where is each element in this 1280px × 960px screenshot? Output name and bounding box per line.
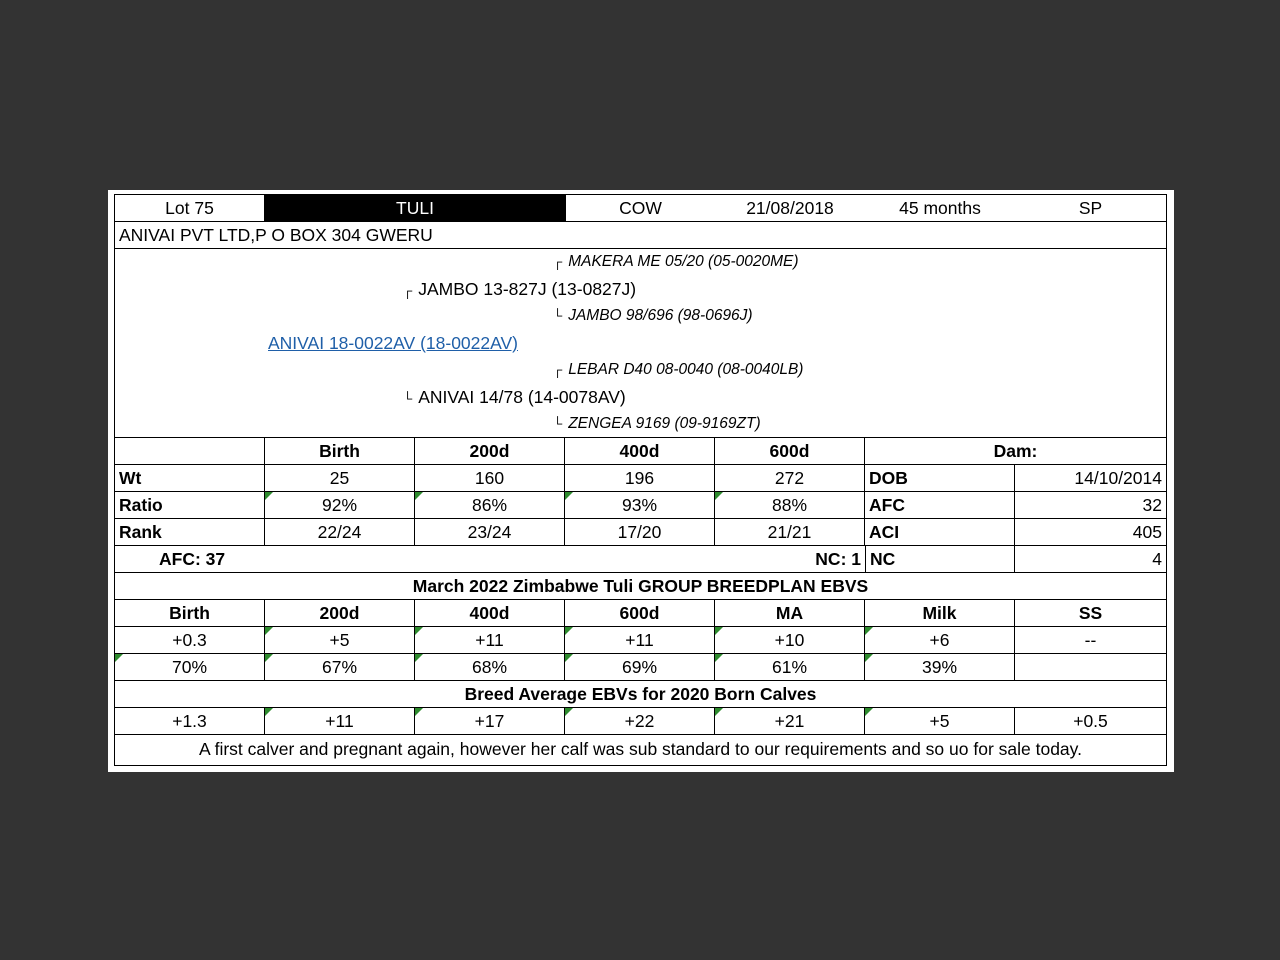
breed-label: TULI bbox=[265, 195, 565, 221]
comment-flag-icon bbox=[265, 627, 273, 635]
comment-flag-icon bbox=[565, 654, 573, 662]
breed-avg-value: +17 bbox=[415, 708, 565, 734]
rank-400d: 17/20 bbox=[565, 519, 715, 545]
ebv-value: +11 bbox=[565, 627, 715, 653]
dam-value: 4 bbox=[1152, 549, 1162, 569]
comment-flag-icon bbox=[865, 627, 873, 635]
breed-avg-value: +22 bbox=[565, 708, 715, 734]
bracket-bottom-icon: └ bbox=[553, 416, 563, 431]
row-label: Wt bbox=[115, 465, 265, 491]
weight-200d: 160 bbox=[415, 465, 565, 491]
comment-flag-icon bbox=[415, 708, 423, 716]
lot-card bbox=[108, 190, 1174, 772]
sex-label: COW bbox=[565, 195, 715, 221]
ebv-title-row bbox=[115, 573, 1166, 600]
ebv-value: +0.3 bbox=[115, 627, 265, 653]
weights-header-400d: 400d bbox=[565, 438, 715, 464]
comment-flag-icon bbox=[715, 654, 723, 662]
bracket-bottom-icon: └ bbox=[403, 391, 413, 406]
comment-flag-icon bbox=[565, 627, 573, 635]
breed-avg-value: +11 bbox=[265, 708, 415, 734]
ebv-title: March 2022 Zimbabwe Tuli GROUP BREEDPLAN EBVS bbox=[412, 576, 869, 596]
comment-flag-icon bbox=[115, 654, 123, 662]
dam-header: Dam: bbox=[993, 441, 1038, 461]
pedigree-dam-sire: ┌ LEBAR D40 08-0040 (08-0040LB) bbox=[553, 361, 804, 378]
comment-flag-icon bbox=[415, 654, 423, 662]
comment-row bbox=[115, 735, 1166, 765]
ebv-accuracy: 67% bbox=[265, 654, 415, 680]
ebv-header: MA bbox=[715, 600, 865, 626]
breed-avg-row bbox=[115, 708, 1166, 735]
breed-avg-value: +1.3 bbox=[115, 708, 265, 734]
breed-avg-title-row bbox=[115, 681, 1166, 708]
ebv-value: +5 bbox=[265, 627, 415, 653]
header-row bbox=[115, 195, 1166, 222]
pedigree-animal-link[interactable]: ANIVAI 18-0022AV (18-0022AV) bbox=[268, 333, 518, 353]
comment-flag-icon bbox=[865, 654, 873, 662]
comment-flag-icon bbox=[715, 492, 723, 500]
weights-corner bbox=[115, 438, 265, 464]
ebv-value: -- bbox=[1084, 630, 1097, 650]
dam-value: 14/10/2014 bbox=[1074, 468, 1162, 488]
comment-text: A first calver and pregnant again, however her calf was sub standard to our requirements and so uo for sale today. bbox=[199, 739, 1082, 759]
weight-400d: 196 bbox=[565, 465, 715, 491]
dam-value: 405 bbox=[1132, 522, 1162, 542]
rank-200d: 23/24 bbox=[415, 519, 565, 545]
weight-600d: 272 bbox=[715, 465, 865, 491]
breed-avg-title: Breed Average EBVs for 2020 Born Calves bbox=[464, 684, 817, 704]
pedigree-dam: └ ANIVAI 14/78 (14-0078AV) bbox=[403, 387, 626, 407]
ebv-header: Milk bbox=[865, 600, 1015, 626]
dam-label: ACI bbox=[865, 519, 1015, 545]
ebv-accuracy: 70% bbox=[115, 654, 265, 680]
ratio-400d: 93% bbox=[565, 492, 715, 518]
weights-row-wt bbox=[115, 465, 1166, 492]
lot-table bbox=[114, 194, 1167, 766]
comment-flag-icon bbox=[415, 492, 423, 500]
ebv-accuracy: 69% bbox=[565, 654, 715, 680]
ebv-header-row bbox=[115, 600, 1166, 627]
lot-number: Lot 75 bbox=[115, 195, 265, 221]
bracket-top-icon: ┌ bbox=[403, 283, 413, 298]
bracket-top-icon: ┌ bbox=[553, 254, 563, 269]
pedigree-dam-dam: └ ZENGEA 9169 (09-9169ZT) bbox=[553, 415, 761, 432]
pedigree-sire-dam: └ JAMBO 98/696 (98-0696J) bbox=[553, 307, 753, 324]
ratio-600d: 88% bbox=[715, 492, 865, 518]
dam-label: DOB bbox=[865, 465, 1015, 491]
ebv-header: 600d bbox=[565, 600, 715, 626]
birth-date: 21/08/2018 bbox=[746, 198, 834, 218]
ebv-header: SS bbox=[1078, 603, 1103, 623]
weights-row-rank bbox=[115, 519, 1166, 546]
ebv-header: 200d bbox=[265, 600, 415, 626]
ebv-accuracy bbox=[1015, 654, 1166, 680]
ebv-accuracy-row bbox=[115, 654, 1166, 681]
weights-header-600d: 600d bbox=[715, 438, 865, 464]
pedigree-block bbox=[115, 249, 1166, 438]
owner-row bbox=[115, 222, 1166, 249]
comment-flag-icon bbox=[565, 708, 573, 716]
comment-flag-icon bbox=[265, 708, 273, 716]
weights-header-row bbox=[115, 438, 1166, 465]
ebv-value: +11 bbox=[415, 627, 565, 653]
weights-header-200d: 200d bbox=[415, 438, 565, 464]
breed-avg-value: +0.5 bbox=[1073, 711, 1108, 731]
weights-header-birth: Birth bbox=[265, 438, 415, 464]
comment-flag-icon bbox=[415, 627, 423, 635]
weights-row-ratio bbox=[115, 492, 1166, 519]
pedigree-sire: ┌ JAMBO 13-827J (13-0827J) bbox=[403, 279, 637, 299]
ebv-header: 400d bbox=[415, 600, 565, 626]
weight-birth: 25 bbox=[265, 465, 415, 491]
dam-value: 32 bbox=[1142, 495, 1162, 515]
ebv-value: +6 bbox=[865, 627, 1015, 653]
ebv-header: Birth bbox=[115, 600, 265, 626]
comment-flag-icon bbox=[265, 654, 273, 662]
comment-flag-icon bbox=[565, 492, 573, 500]
ebv-values-row bbox=[115, 627, 1166, 654]
ebv-accuracy: 61% bbox=[715, 654, 865, 680]
rank-600d: 21/21 bbox=[715, 519, 865, 545]
type-label: SP bbox=[1078, 198, 1103, 218]
dam-label: NC bbox=[865, 546, 1015, 572]
ratio-birth: 92% bbox=[265, 492, 415, 518]
breed-avg-value: +21 bbox=[715, 708, 865, 734]
dam-label: AFC bbox=[865, 492, 1015, 518]
rank-birth: 22/24 bbox=[265, 519, 415, 545]
comment-flag-icon bbox=[715, 708, 723, 716]
afc-nc-row bbox=[115, 546, 1166, 573]
ebv-accuracy: 39% bbox=[865, 654, 1015, 680]
breed-avg-value: +5 bbox=[865, 708, 1015, 734]
ebv-accuracy: 68% bbox=[415, 654, 565, 680]
ratio-200d: 86% bbox=[415, 492, 565, 518]
owner-address: ANIVAI PVT LTD,P O BOX 304 GWERU bbox=[119, 225, 433, 245]
afc-label: AFC: 37 bbox=[159, 549, 226, 569]
bracket-bottom-icon: └ bbox=[553, 308, 563, 323]
nc-label: NC: 1 bbox=[815, 549, 861, 569]
ebv-value: +10 bbox=[715, 627, 865, 653]
comment-flag-icon bbox=[715, 627, 723, 635]
row-label: Ratio bbox=[115, 492, 265, 518]
row-label: Rank bbox=[115, 519, 265, 545]
age-label: 45 months bbox=[899, 198, 981, 218]
pedigree-sire-sire: ┌ MAKERA ME 05/20 (05-0020ME) bbox=[553, 253, 799, 270]
comment-flag-icon bbox=[265, 492, 273, 500]
comment-flag-icon bbox=[865, 708, 873, 716]
bracket-top-icon: ┌ bbox=[553, 362, 563, 377]
